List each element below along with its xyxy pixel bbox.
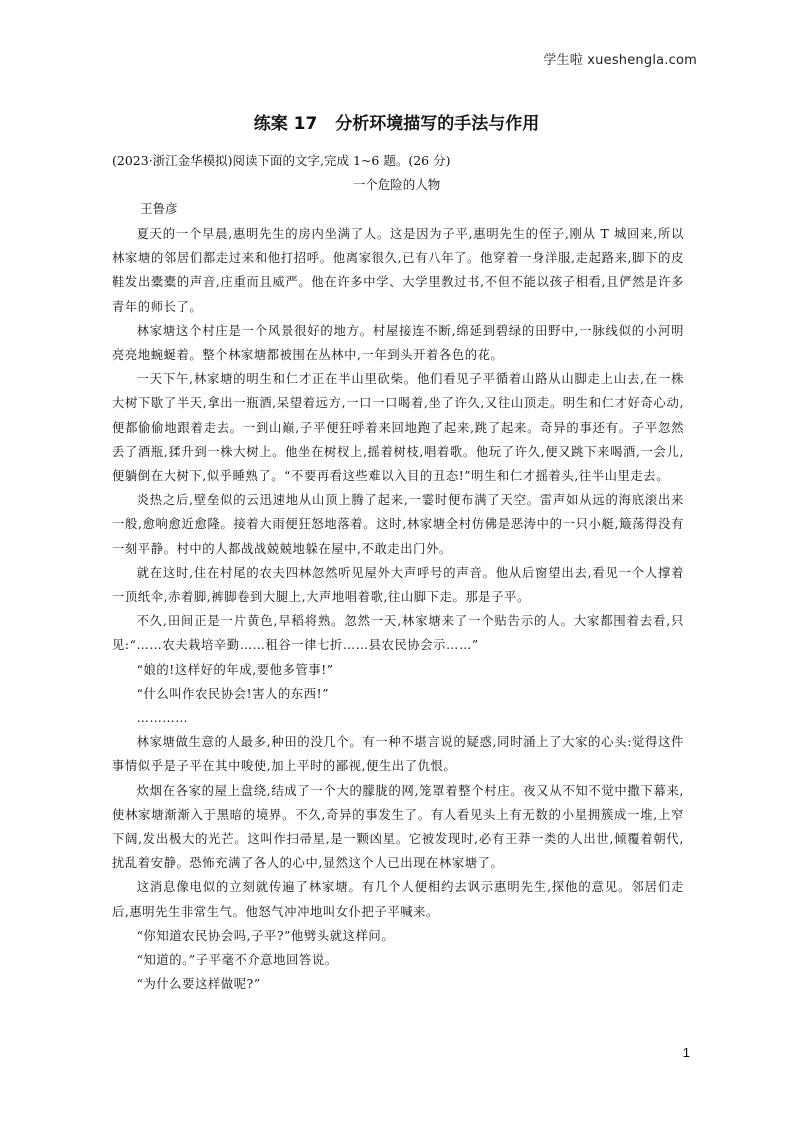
exercise-topic: 分析环境描写的手法与作用 (335, 114, 540, 134)
page-number: 1 (682, 1045, 690, 1060)
paragraph: “什么叫作农民协会!害人的东西!” (136, 686, 330, 701)
paragraph: ………… (136, 711, 189, 726)
paragraph: 林家塘这个村庄是一个风景很好的地方。村屋接连不断,绵延到碧绿的田野中,一脉线似的小河明亮亮地蜿蜒着。整个林家塘都被围在丛林中,一年到头开着各色的花。 (112, 323, 684, 363)
watermark: 学生啦 xueshengla.com (543, 53, 697, 68)
instruction: (2023·浙江金华模拟)阅读下面的文字,完成 1~6 题。(26 分) (112, 153, 451, 168)
exercise-number: 练案 17 (253, 114, 318, 134)
author: 王鲁彦 (140, 201, 178, 216)
paragraph: 炊烟在各家的屋上盘绕,结成了一个大的朦胧的网,笼罩着整个村庄。夜又从不知不觉中撒下幕来,使林家塘渐渐入于黑暗的境界。不久,奇异的事发生了。有人看见头上有无数的小星拥簇成一堆,上窄下阔,发出极大的光芒。这叫作扫帚星,是一颗凶星。它被发现时,必有王莽一类的人出世,倾覆着朝代,扰乱着安静。恐怖充满了各人的心中,显然这个人已出现在林家塘了。 (112, 783, 684, 871)
story-title: 一个危险的人物 (352, 177, 441, 192)
paragraph: 这消息像电似的立刻就传遍了林家塘。有几个人便相约去讽示惠明先生,探他的意见。邻居们走后,惠明先生非常生气。他怒气冲冲地叫女仆把子平喊来。 (112, 880, 684, 919)
exercise-title (0, 109, 793, 134)
paragraph: 一天下午,林家塘的明生和仁才正在半山里砍柴。他们看见子平循着山路从山脚走上山去,在一株大树下歇了半天,拿出一瓶酒,呆望着远方,一口一口喝着,坐了许久,又往山顶走。明生和仁才好奇心动,便都偷偷地跟着走去。一到山巅,子平便狂呼着来回地跑了起来,跳了起来。奇异的事还有。子平忽然丢了酒瓶,猱升到一株大树上。他坐在树杈上,摇着树枝,唱着歌。他玩了许久,便又跳下来喝酒,一会儿,便躺倒在大树下,似乎睡熟了。“不要再看这些难以入目的丑态!”明生和仁才摇着头,往半山里走去。 (112, 372, 684, 484)
paragraph: 不久,田间正是一片黄色,早稻将熟。忽然一天,林家塘来了一个贴告示的人。大家都围着去看,只见:“……农夫栽培辛勤……租谷一律七折……县农民协会示……” (112, 614, 684, 653)
paragraph: “娘的!这样好的年成,要他多管事!” (136, 662, 334, 677)
paragraph: “知道的。”子平毫不介意地回答说。 (136, 953, 338, 968)
paragraph: 夏天的一个早晨,惠明先生的房内坐满了人。这是因为子平,惠明先生的侄子,刚从 T 城回来,所以林家塘的邻居们都走过来和他打招呼。他离家很久,已有八年了。他穿着一身洋服,走起路来,脚下的皮鞋发出橐橐的声音,庄重而且威严。他在许多中学、大学里教过书,不但不能以孩子相看,且俨然是许多青年的师长了。 (112, 227, 684, 314)
paragraph: 炎热之后,壁垒似的云迅速地从山顶上腾了起来,一霎时便布满了天空。雷声如从远的海底滚出来一般,愈响愈近愈隆。接着大雨便狂怒地落着。这时,林家塘全村仿佛是恶涛中的一只小艇,簸荡得没有一刻平静。村中的人都战战兢兢地躲在屋中,不敢走出门外。 (112, 493, 684, 556)
paragraph: “你知道农民协会吗,子平?”他劈头就这样问。 (136, 928, 395, 943)
paragraph: 就在这时,住在村尾的农夫四林忽然听见屋外大声呼号的声音。他从后窗望出去,看见一个人撑着一顶纸伞,赤着脚,裤脚卷到大腿上,大声地唱着歌,往山脚下走。那是子平。 (112, 565, 684, 605)
paragraph: “为什么要这样做呢?” (136, 977, 261, 992)
paragraph: 林家塘做生意的人最多,种田的没几个。有一种不堪言说的疑惑,同时涌上了大家的心头:觉得这件事情似乎是子平在其中唆使,加上平时的鄙视,便生出了仇恨。 (112, 735, 684, 774)
story-body (112, 222, 684, 997)
